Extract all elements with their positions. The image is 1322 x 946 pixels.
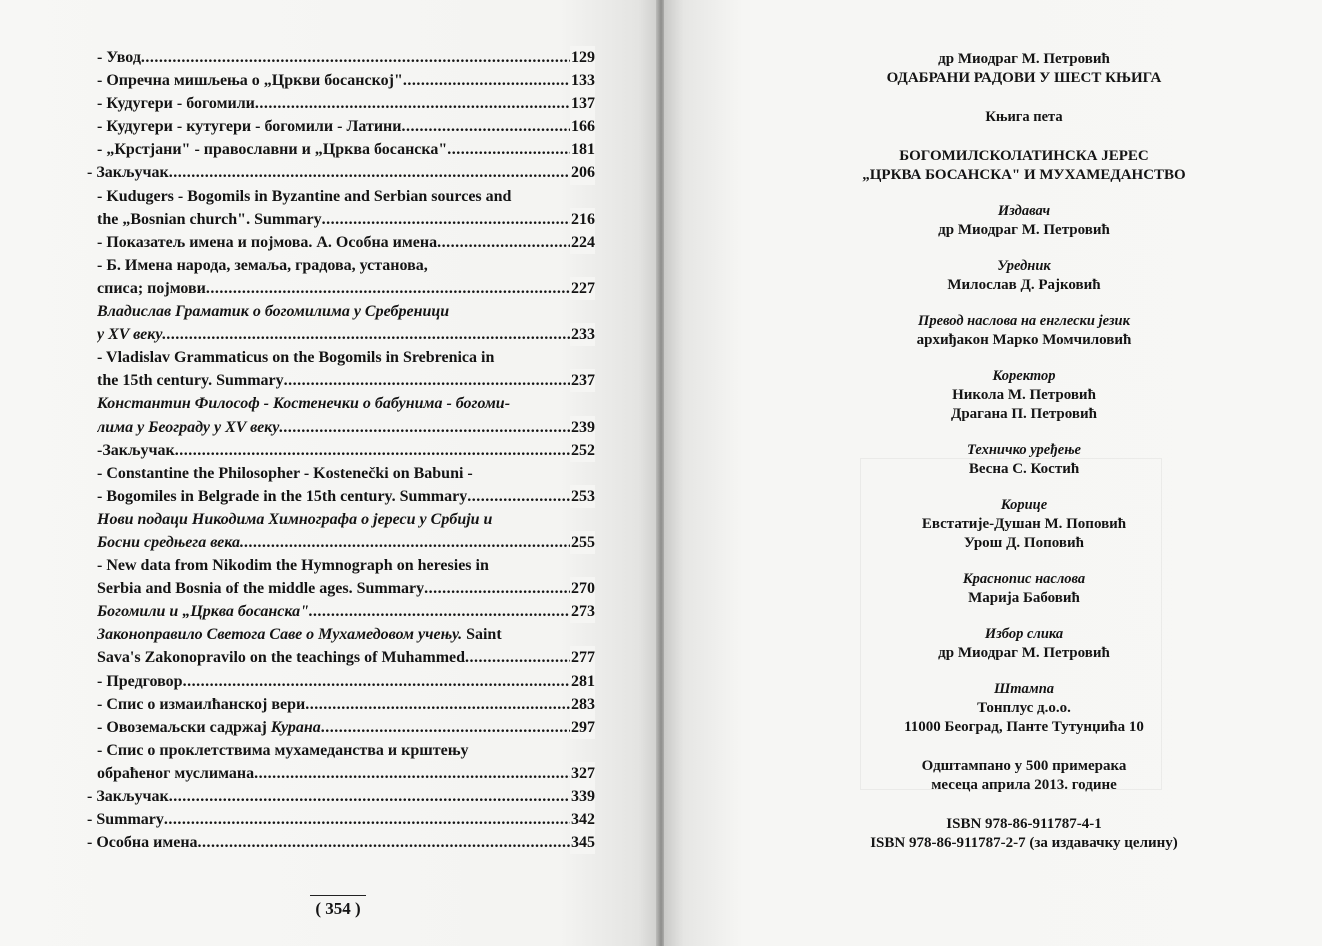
credit-name: др Миодраг М. Петровић	[938, 222, 1110, 238]
title-line-1: БОГОМИЛСКОЛАТИНСКА ЈЕРЕС	[899, 148, 1149, 164]
print-date: месеца априла 2013. године	[931, 777, 1117, 793]
credits	[834, 185, 1214, 737]
credit-name: 11000 Београд, Панте Тутунџића 10	[904, 719, 1144, 735]
toc-entry-page: 283	[570, 693, 595, 716]
credit-role: Корице	[1000, 497, 1048, 513]
toc-entry-title: - „Крстјани" - православни и „Црква босанска" .....	[97, 138, 595, 161]
toc-entry	[97, 208, 595, 231]
toc-entry	[97, 739, 595, 762]
page-number: ( 354 )	[310, 895, 366, 919]
toc-entry	[97, 300, 595, 323]
toc-entry	[97, 646, 595, 669]
credit-name: Никола М. Петровић	[952, 387, 1096, 403]
toc-entry-title: - New data from Nikodim the Hymnograph on heresies in	[97, 557, 489, 575]
toc-entry-title: - Закључак .....	[87, 785, 595, 808]
toc-entry	[97, 462, 595, 485]
credit-role: Превод наслова на енглески језик	[918, 313, 1130, 329]
toc-entry-page: 281	[570, 670, 595, 693]
toc-entry-page: 181	[570, 138, 595, 161]
toc-entry-title: - Кудугери - богомили .....	[97, 92, 595, 115]
credit-role: Штампа	[993, 681, 1055, 697]
isbn: ISBN 978-86-911787-4-1	[946, 816, 1102, 832]
credit-role: Издавач	[997, 203, 1051, 219]
toc-entry-title: the „Bosnian church". Summary .....	[97, 208, 595, 231]
toc-entry-page: 342	[570, 808, 595, 831]
toc-entry	[87, 785, 595, 808]
toc-entry-page: 216	[570, 208, 595, 231]
toc-entry-title: - Kudugers - Bogomils in Byzantine and Serbian sources and	[97, 187, 512, 205]
toc-entry	[97, 623, 595, 646]
toc-entry	[97, 277, 595, 300]
book-number: Књига пета	[985, 109, 1063, 125]
toc-entry-title: Владислав Граматик о богомилима у Сребреници	[97, 303, 450, 321]
credit-name: др Миодраг М. Петровић	[938, 645, 1110, 661]
toc-entry	[97, 762, 595, 785]
credit-role: Коректор	[992, 368, 1056, 384]
toc-entry-title: - Bogomiles in Belgrade in the 15th century. Summary .....	[97, 485, 595, 508]
toc-entry-page: 297	[570, 716, 595, 739]
toc-entry-page: 270	[570, 577, 595, 600]
toc-entry-title: Босни средњега века .....	[97, 531, 595, 554]
toc-entry	[97, 670, 595, 693]
toc-entry-title: - Особна имена .....	[87, 831, 595, 854]
toc-entry-title: Нови подаци Никодима Химнографа о јереси у Србији и	[97, 510, 493, 528]
toc-entry	[97, 716, 595, 739]
toc-entry-suffix: Saint	[462, 626, 502, 644]
credit-name: Тонплус д.о.о.	[977, 700, 1071, 716]
credit-role: Избор слика	[984, 626, 1064, 642]
toc-entry-title: - Кудугери - кутугери - богомили - Латини .....	[97, 115, 595, 138]
table-of-contents	[87, 46, 595, 854]
toc-entry-page: 277	[570, 646, 595, 669]
series-title: ОДАБРАНИ РАДОВИ У ШЕСТ КЊИГА	[886, 70, 1162, 86]
toc-entry-page: 224	[570, 231, 595, 254]
toc-entry-title: - Спис о измаилћанској вери .....	[97, 693, 595, 716]
credit-name: Милослав Д. Рајковић	[947, 277, 1101, 293]
toc-entry-page: 227	[570, 277, 595, 300]
credit-role: Уредник	[997, 258, 1051, 274]
toc-entry	[97, 577, 595, 600]
credit-role: Краснопис наслова	[962, 571, 1086, 587]
toc-entry-title: - Закључак .....	[87, 161, 595, 184]
toc-entry	[97, 485, 595, 508]
toc-entry-title: - Б. Имена народа, земаља, градова, установа,	[97, 256, 428, 274]
toc-entry-page: 253	[570, 485, 595, 508]
toc-entry-page: 255	[570, 531, 595, 554]
toc-entry	[97, 439, 595, 462]
toc-entry	[97, 323, 595, 346]
toc-entry	[97, 416, 595, 439]
toc-entry-page: 137	[570, 92, 595, 115]
toc-entry	[97, 185, 595, 208]
toc-entry-page: 273	[570, 600, 595, 623]
toc-entry	[97, 531, 595, 554]
toc-entry-title: the 15th century. Summary .....	[97, 369, 595, 392]
left-page	[0, 0, 658, 946]
toc-entry	[97, 46, 595, 69]
credit-name: Урош Д. Поповић	[964, 535, 1084, 551]
toc-entry	[97, 254, 595, 277]
toc-entry-page: 345	[570, 831, 595, 854]
toc-entry	[97, 92, 595, 115]
toc-entry-title: лима у Београду у XV веку .....	[97, 416, 595, 439]
toc-entry-page: 252	[570, 439, 595, 462]
toc-entry-page: 206	[570, 161, 595, 184]
toc-entry-title: обраћеног муслимана .....	[97, 762, 595, 785]
toc-entry	[97, 138, 595, 161]
credit-role: Техничко уређење	[967, 442, 1081, 458]
toc-entry	[97, 600, 595, 623]
toc-entry-page: 339	[570, 785, 595, 808]
toc-entry-page: 133	[570, 69, 595, 92]
credit-name: Евстатије-Душан М. Поповић	[921, 516, 1127, 532]
toc-entry	[87, 161, 595, 184]
toc-entry	[97, 508, 595, 531]
toc-entry-page: 129	[570, 46, 595, 69]
toc-entry-title: - Summary .....	[87, 808, 595, 831]
toc-entry-title: Законоправило Светога Саве о Мухамедовом учењу. Saint	[97, 626, 502, 644]
toc-entry-page: 239	[570, 416, 595, 439]
toc-entry	[97, 392, 595, 415]
toc-entry	[87, 831, 595, 854]
toc-entry-page: 233	[570, 323, 595, 346]
toc-entry-title: Богомили и „Црква босанска" .....	[97, 600, 595, 623]
toc-entry-page: 327	[570, 762, 595, 785]
toc-entry	[97, 693, 595, 716]
toc-entry-title: Константин Философ - Костенечки о бабунима - богоми-	[97, 395, 511, 413]
isbn-set: ISBN 978-86-911787-2-7 (за издавачку целину)	[870, 835, 1178, 851]
toc-entry-title: - Спис о проклетствима мухамеданства и крштењу	[97, 741, 469, 759]
toc-entry	[87, 808, 595, 831]
toc-entry-page: 237	[570, 369, 595, 392]
toc-entry-title: -Закључак .....	[97, 439, 595, 462]
toc-entry-title: - Опречна мишљења о „Цркви босанској" .....	[97, 69, 595, 92]
credit-name: Драгана П. Петровић	[951, 406, 1097, 422]
toc-entry-title: - Vladislav Grammaticus on the Bogomils in Srebrenica in	[97, 349, 495, 367]
toc-entry	[97, 69, 595, 92]
credit-name: Весна С. Костић	[968, 461, 1080, 477]
toc-entry-title: - Показатељ имена и појмова. А. Особна имена .....	[97, 231, 595, 254]
print-run: Одштампано у 500 примерака	[921, 758, 1127, 774]
imprint	[834, 50, 1214, 853]
credit-name: Марија Бабовић	[968, 590, 1080, 606]
toc-entry	[97, 554, 595, 577]
right-page	[664, 0, 1322, 946]
toc-entry	[97, 369, 595, 392]
toc-entry-title: Serbia and Bosnia of the middle ages. Summary .....	[97, 577, 595, 600]
toc-entry-title: - Увод .....	[97, 46, 595, 69]
toc-entry-title: - Предговор .....	[97, 670, 595, 693]
credit-name: архиђакон Марко Момчиловић	[916, 332, 1132, 348]
toc-entry-title: - Constantine the Philosopher - Kostenečki on Babuni -	[97, 464, 473, 482]
toc-entry	[97, 115, 595, 138]
author: др Миодраг М. Петровић	[938, 51, 1110, 67]
toc-entry	[97, 346, 595, 369]
toc-entry-title: списа; појмови .....	[97, 277, 595, 300]
toc-entry-page: 166	[570, 115, 595, 138]
toc-entry	[97, 231, 595, 254]
toc-entry-title: Sava's Zakonopravilo on the teachings of Muhammed .....	[97, 646, 595, 669]
toc-entry-suffix: Курана	[270, 718, 321, 736]
toc-entry-title: у XV веку .....	[97, 323, 595, 346]
title-line-2: „ЦРКВА БОСАНСКА" И МУХАМЕДАНСТВО	[862, 167, 1186, 183]
toc-entry-title: - Овоземаљски садржај Курана .....	[97, 716, 595, 739]
